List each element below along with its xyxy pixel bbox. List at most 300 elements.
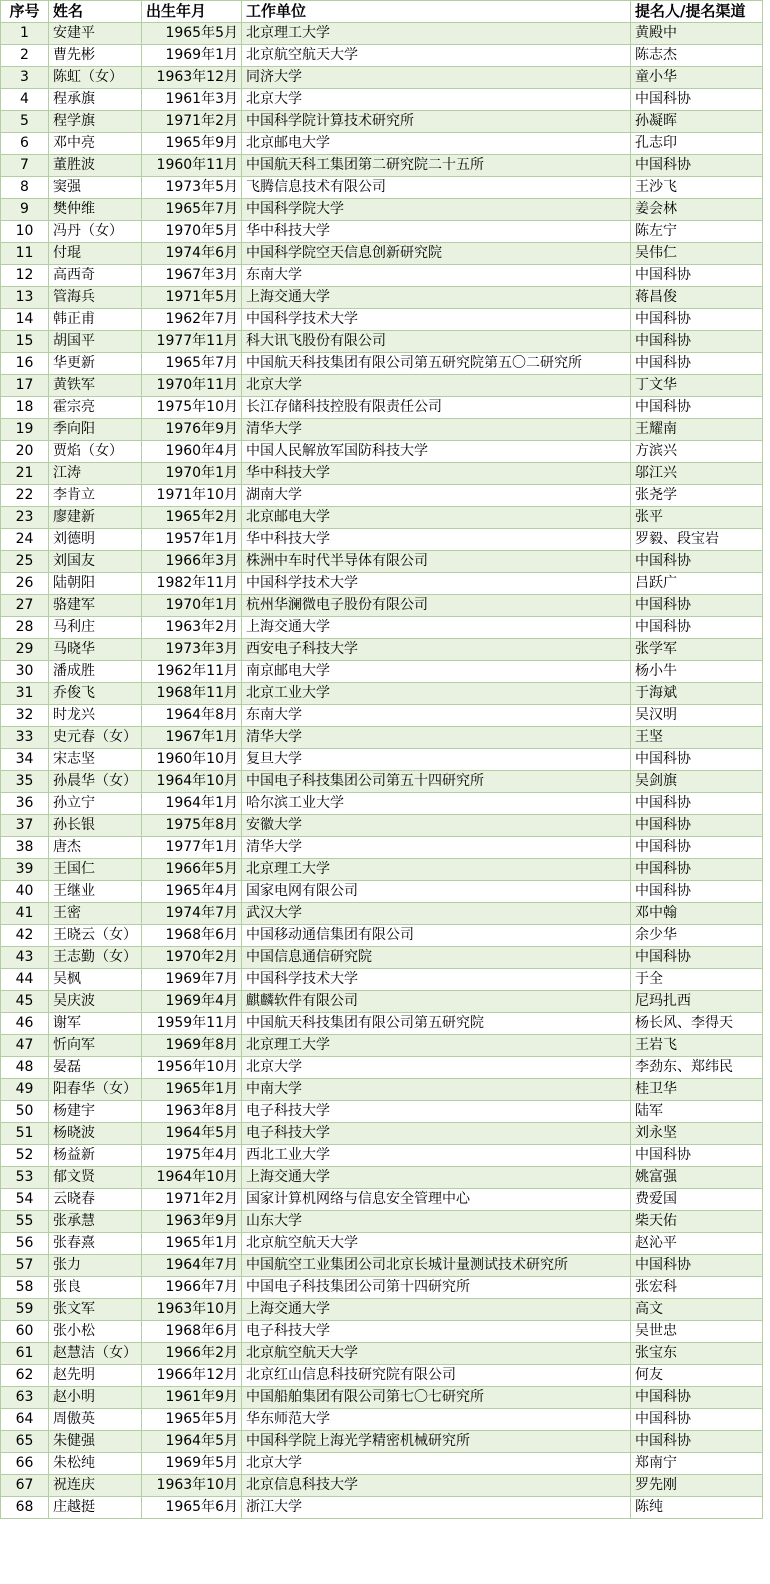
row-work-unit: 中国科学院计算技术研究所 bbox=[242, 111, 631, 133]
row-nominator: 中国科协 bbox=[631, 353, 763, 375]
row-name: 朱松纯 bbox=[49, 1453, 142, 1475]
row-name: 刘德明 bbox=[49, 529, 142, 551]
row-nominator: 中国科协 bbox=[631, 793, 763, 815]
table-row bbox=[1, 1475, 763, 1497]
row-index: 11 bbox=[1, 243, 49, 265]
row-index: 37 bbox=[1, 815, 49, 837]
row-nominator: 吴汉明 bbox=[631, 705, 763, 727]
table-row bbox=[1, 309, 763, 331]
row-index: 20 bbox=[1, 441, 49, 463]
table-row bbox=[1, 705, 763, 727]
row-index: 63 bbox=[1, 1387, 49, 1409]
row-index: 41 bbox=[1, 903, 49, 925]
table-row bbox=[1, 1057, 763, 1079]
row-work-unit: 长江存储科技控股有限责任公司 bbox=[242, 397, 631, 419]
row-birth-date: 1963年8月 bbox=[142, 1101, 242, 1123]
row-work-unit: 中国航天科技集团有限公司第五研究院第五〇二研究所 bbox=[242, 353, 631, 375]
row-work-unit: 北京航空航天大学 bbox=[242, 45, 631, 67]
row-birth-date: 1964年7月 bbox=[142, 1255, 242, 1277]
row-birth-date: 1970年1月 bbox=[142, 463, 242, 485]
row-name: 王继业 bbox=[49, 881, 142, 903]
table-row bbox=[1, 89, 763, 111]
row-nominator: 张宝东 bbox=[631, 1343, 763, 1365]
row-nominator: 高文 bbox=[631, 1299, 763, 1321]
header-nominator: 提名人/提名渠道 bbox=[631, 1, 763, 23]
row-birth-date: 1971年2月 bbox=[142, 111, 242, 133]
row-work-unit: 北京理工大学 bbox=[242, 1035, 631, 1057]
row-nominator: 王耀南 bbox=[631, 419, 763, 441]
table-row bbox=[1, 1211, 763, 1233]
table-row bbox=[1, 925, 763, 947]
row-work-unit: 中国航空工业集团公司北京长城计量测试技术研究所 bbox=[242, 1255, 631, 1277]
table-row bbox=[1, 1035, 763, 1057]
row-birth-date: 1965年7月 bbox=[142, 199, 242, 221]
row-name: 贾焰（女） bbox=[49, 441, 142, 463]
table-row bbox=[1, 1123, 763, 1145]
table-row bbox=[1, 353, 763, 375]
row-nominator: 吴世忠 bbox=[631, 1321, 763, 1343]
table-row bbox=[1, 419, 763, 441]
row-name: 付琨 bbox=[49, 243, 142, 265]
row-birth-date: 1968年6月 bbox=[142, 1321, 242, 1343]
row-nominator: 中国科协 bbox=[631, 89, 763, 111]
row-birth-date: 1970年2月 bbox=[142, 947, 242, 969]
row-name: 王国仁 bbox=[49, 859, 142, 881]
table-row bbox=[1, 529, 763, 551]
row-name: 廖建新 bbox=[49, 507, 142, 529]
table-row bbox=[1, 155, 763, 177]
row-nominator: 吴伟仁 bbox=[631, 243, 763, 265]
row-nominator: 蒋昌俊 bbox=[631, 287, 763, 309]
row-index: 35 bbox=[1, 771, 49, 793]
row-index: 64 bbox=[1, 1409, 49, 1431]
row-work-unit: 华中科技大学 bbox=[242, 529, 631, 551]
row-work-unit: 清华大学 bbox=[242, 419, 631, 441]
table-row bbox=[1, 199, 763, 221]
row-nominator: 丁文华 bbox=[631, 375, 763, 397]
row-nominator: 赵沁平 bbox=[631, 1233, 763, 1255]
row-birth-date: 1969年5月 bbox=[142, 1453, 242, 1475]
row-birth-date: 1962年11月 bbox=[142, 661, 242, 683]
row-work-unit: 北京理工大学 bbox=[242, 23, 631, 45]
row-work-unit: 哈尔滨工业大学 bbox=[242, 793, 631, 815]
row-birth-date: 1974年7月 bbox=[142, 903, 242, 925]
row-work-unit: 中国科学院大学 bbox=[242, 199, 631, 221]
row-birth-date: 1963年9月 bbox=[142, 1211, 242, 1233]
row-index: 27 bbox=[1, 595, 49, 617]
row-name: 朱健强 bbox=[49, 1431, 142, 1453]
row-index: 33 bbox=[1, 727, 49, 749]
header-index: 序号 bbox=[1, 1, 49, 23]
row-nominator: 方滨兴 bbox=[631, 441, 763, 463]
row-index: 48 bbox=[1, 1057, 49, 1079]
row-work-unit: 东南大学 bbox=[242, 705, 631, 727]
row-nominator: 中国科协 bbox=[631, 947, 763, 969]
row-birth-date: 1964年5月 bbox=[142, 1431, 242, 1453]
row-name: 吴枫 bbox=[49, 969, 142, 991]
table-row bbox=[1, 749, 763, 771]
row-index: 3 bbox=[1, 67, 49, 89]
row-work-unit: 中南大学 bbox=[242, 1079, 631, 1101]
row-birth-date: 1970年5月 bbox=[142, 221, 242, 243]
row-index: 58 bbox=[1, 1277, 49, 1299]
row-index: 1 bbox=[1, 23, 49, 45]
row-nominator: 中国科协 bbox=[631, 1431, 763, 1453]
row-index: 68 bbox=[1, 1497, 49, 1519]
table-row bbox=[1, 1101, 763, 1123]
row-index: 46 bbox=[1, 1013, 49, 1035]
row-nominator: 邓中翰 bbox=[631, 903, 763, 925]
row-work-unit: 科大讯飞股份有限公司 bbox=[242, 331, 631, 353]
table-row bbox=[1, 881, 763, 903]
row-work-unit: 中国科学技术大学 bbox=[242, 969, 631, 991]
row-name: 江涛 bbox=[49, 463, 142, 485]
row-nominator: 中国科协 bbox=[631, 1145, 763, 1167]
row-nominator: 桂卫华 bbox=[631, 1079, 763, 1101]
row-work-unit: 中国科学院上海光学精密机械研究所 bbox=[242, 1431, 631, 1453]
table-row bbox=[1, 441, 763, 463]
row-nominator: 中国科协 bbox=[631, 397, 763, 419]
row-birth-date: 1964年10月 bbox=[142, 1167, 242, 1189]
table-row bbox=[1, 793, 763, 815]
row-name: 高西奇 bbox=[49, 265, 142, 287]
table-row bbox=[1, 375, 763, 397]
table-row bbox=[1, 551, 763, 573]
row-name: 史元春（女） bbox=[49, 727, 142, 749]
row-index: 66 bbox=[1, 1453, 49, 1475]
row-name: 张小松 bbox=[49, 1321, 142, 1343]
row-name: 陆朝阳 bbox=[49, 573, 142, 595]
row-name: 张文军 bbox=[49, 1299, 142, 1321]
row-name: 刘国友 bbox=[49, 551, 142, 573]
table-row bbox=[1, 177, 763, 199]
table-row bbox=[1, 287, 763, 309]
table-row bbox=[1, 1387, 763, 1409]
row-nominator: 黄殿中 bbox=[631, 23, 763, 45]
row-name: 阳春华（女） bbox=[49, 1079, 142, 1101]
row-work-unit: 国家计算机网络与信息安全管理中心 bbox=[242, 1189, 631, 1211]
row-nominator: 中国科协 bbox=[631, 309, 763, 331]
row-name: 安建平 bbox=[49, 23, 142, 45]
row-birth-date: 1963年10月 bbox=[142, 1475, 242, 1497]
row-work-unit: 北京航空航天大学 bbox=[242, 1343, 631, 1365]
row-birth-date: 1971年2月 bbox=[142, 1189, 242, 1211]
row-work-unit: 清华大学 bbox=[242, 727, 631, 749]
row-name: 马利庄 bbox=[49, 617, 142, 639]
row-nominator: 陆军 bbox=[631, 1101, 763, 1123]
row-birth-date: 1956年10月 bbox=[142, 1057, 242, 1079]
row-nominator: 费爱国 bbox=[631, 1189, 763, 1211]
row-name: 骆建军 bbox=[49, 595, 142, 617]
row-index: 8 bbox=[1, 177, 49, 199]
row-name: 马晓华 bbox=[49, 639, 142, 661]
row-work-unit: 清华大学 bbox=[242, 837, 631, 859]
row-birth-date: 1964年10月 bbox=[142, 771, 242, 793]
row-index: 67 bbox=[1, 1475, 49, 1497]
row-name: 王密 bbox=[49, 903, 142, 925]
row-index: 17 bbox=[1, 375, 49, 397]
row-nominator: 罗毅、段宝岩 bbox=[631, 529, 763, 551]
row-name: 赵先明 bbox=[49, 1365, 142, 1387]
row-birth-date: 1965年2月 bbox=[142, 507, 242, 529]
row-birth-date: 1976年9月 bbox=[142, 419, 242, 441]
row-index: 40 bbox=[1, 881, 49, 903]
row-work-unit: 电子科技大学 bbox=[242, 1123, 631, 1145]
row-index: 42 bbox=[1, 925, 49, 947]
row-name: 赵慧洁（女） bbox=[49, 1343, 142, 1365]
row-birth-date: 1966年7月 bbox=[142, 1277, 242, 1299]
row-nominator: 罗先刚 bbox=[631, 1475, 763, 1497]
row-birth-date: 1968年11月 bbox=[142, 683, 242, 705]
row-nominator: 杨小牛 bbox=[631, 661, 763, 683]
header-name: 姓名 bbox=[49, 1, 142, 23]
row-work-unit: 南京邮电大学 bbox=[242, 661, 631, 683]
row-nominator: 吴剑旗 bbox=[631, 771, 763, 793]
row-index: 22 bbox=[1, 485, 49, 507]
row-work-unit: 华中科技大学 bbox=[242, 463, 631, 485]
row-nominator: 中国科协 bbox=[631, 155, 763, 177]
row-index: 24 bbox=[1, 529, 49, 551]
table-row bbox=[1, 991, 763, 1013]
row-work-unit: 北京工业大学 bbox=[242, 683, 631, 705]
row-nominator: 陈纯 bbox=[631, 1497, 763, 1519]
table-row bbox=[1, 815, 763, 837]
row-work-unit: 复旦大学 bbox=[242, 749, 631, 771]
table-row bbox=[1, 617, 763, 639]
row-nominator: 中国科协 bbox=[631, 1409, 763, 1431]
row-work-unit: 西北工业大学 bbox=[242, 1145, 631, 1167]
row-index: 60 bbox=[1, 1321, 49, 1343]
table-row bbox=[1, 67, 763, 89]
row-name: 张力 bbox=[49, 1255, 142, 1277]
table-row bbox=[1, 1343, 763, 1365]
table-row bbox=[1, 23, 763, 45]
table-row bbox=[1, 1277, 763, 1299]
row-index: 61 bbox=[1, 1343, 49, 1365]
table-row bbox=[1, 683, 763, 705]
row-index: 47 bbox=[1, 1035, 49, 1057]
row-work-unit: 北京大学 bbox=[242, 1057, 631, 1079]
table-row bbox=[1, 1365, 763, 1387]
row-birth-date: 1963年10月 bbox=[142, 1299, 242, 1321]
row-index: 9 bbox=[1, 199, 49, 221]
row-index: 18 bbox=[1, 397, 49, 419]
row-name: 董胜波 bbox=[49, 155, 142, 177]
row-birth-date: 1966年12月 bbox=[142, 1365, 242, 1387]
table-row bbox=[1, 485, 763, 507]
table-row bbox=[1, 1299, 763, 1321]
row-index: 28 bbox=[1, 617, 49, 639]
row-work-unit: 北京大学 bbox=[242, 89, 631, 111]
table-row bbox=[1, 1233, 763, 1255]
row-index: 29 bbox=[1, 639, 49, 661]
row-birth-date: 1964年1月 bbox=[142, 793, 242, 815]
table-row bbox=[1, 507, 763, 529]
row-name: 华更新 bbox=[49, 353, 142, 375]
row-name: 曹先彬 bbox=[49, 45, 142, 67]
row-nominator: 陈左宁 bbox=[631, 221, 763, 243]
table-row bbox=[1, 1013, 763, 1035]
row-index: 53 bbox=[1, 1167, 49, 1189]
table-row bbox=[1, 595, 763, 617]
row-nominator: 中国科协 bbox=[631, 881, 763, 903]
row-work-unit: 浙江大学 bbox=[242, 1497, 631, 1519]
row-index: 52 bbox=[1, 1145, 49, 1167]
row-name: 杨晓波 bbox=[49, 1123, 142, 1145]
row-work-unit: 中国信息通信研究院 bbox=[242, 947, 631, 969]
table-row bbox=[1, 397, 763, 419]
row-index: 38 bbox=[1, 837, 49, 859]
row-nominator: 刘永坚 bbox=[631, 1123, 763, 1145]
row-index: 13 bbox=[1, 287, 49, 309]
table-row bbox=[1, 969, 763, 991]
table-row bbox=[1, 221, 763, 243]
row-nominator: 中国科协 bbox=[631, 1255, 763, 1277]
row-nominator: 中国科协 bbox=[631, 331, 763, 353]
row-work-unit: 同济大学 bbox=[242, 67, 631, 89]
row-nominator: 中国科协 bbox=[631, 815, 763, 837]
row-birth-date: 1961年9月 bbox=[142, 1387, 242, 1409]
row-work-unit: 中国电子科技集团公司第五十四研究所 bbox=[242, 771, 631, 793]
row-name: 吴庆波 bbox=[49, 991, 142, 1013]
row-index: 65 bbox=[1, 1431, 49, 1453]
row-work-unit: 电子科技大学 bbox=[242, 1101, 631, 1123]
row-work-unit: 湖南大学 bbox=[242, 485, 631, 507]
row-nominator: 于海斌 bbox=[631, 683, 763, 705]
table-row bbox=[1, 1145, 763, 1167]
table-row bbox=[1, 45, 763, 67]
row-birth-date: 1974年6月 bbox=[142, 243, 242, 265]
row-index: 31 bbox=[1, 683, 49, 705]
row-nominator: 中国科协 bbox=[631, 595, 763, 617]
row-name: 潘成胜 bbox=[49, 661, 142, 683]
row-work-unit: 山东大学 bbox=[242, 1211, 631, 1233]
row-name: 王志勤（女） bbox=[49, 947, 142, 969]
row-nominator: 邬江兴 bbox=[631, 463, 763, 485]
row-name: 郁文贤 bbox=[49, 1167, 142, 1189]
table-row bbox=[1, 771, 763, 793]
row-birth-date: 1965年4月 bbox=[142, 881, 242, 903]
row-work-unit: 北京理工大学 bbox=[242, 859, 631, 881]
row-name: 唐杰 bbox=[49, 837, 142, 859]
row-work-unit: 杭州华澜微电子股份有限公司 bbox=[242, 595, 631, 617]
table-row bbox=[1, 1167, 763, 1189]
row-work-unit: 北京邮电大学 bbox=[242, 133, 631, 155]
table-row bbox=[1, 243, 763, 265]
row-work-unit: 中国移动通信集团有限公司 bbox=[242, 925, 631, 947]
row-birth-date: 1965年5月 bbox=[142, 23, 242, 45]
table-row bbox=[1, 1079, 763, 1101]
table-row bbox=[1, 1321, 763, 1343]
row-index: 23 bbox=[1, 507, 49, 529]
table-header-row bbox=[1, 1, 763, 23]
row-work-unit: 中国航天科技集团有限公司第五研究院 bbox=[242, 1013, 631, 1035]
row-work-unit: 北京大学 bbox=[242, 1453, 631, 1475]
row-work-unit: 上海交通大学 bbox=[242, 287, 631, 309]
row-name: 张良 bbox=[49, 1277, 142, 1299]
row-name: 孙立宁 bbox=[49, 793, 142, 815]
row-birth-date: 1975年10月 bbox=[142, 397, 242, 419]
header-birth-date: 出生年月 bbox=[142, 1, 242, 23]
row-nominator: 张宏科 bbox=[631, 1277, 763, 1299]
row-nominator: 王岩飞 bbox=[631, 1035, 763, 1057]
row-index: 5 bbox=[1, 111, 49, 133]
row-birth-date: 1965年7月 bbox=[142, 353, 242, 375]
row-name: 李肯立 bbox=[49, 485, 142, 507]
row-name: 赵小明 bbox=[49, 1387, 142, 1409]
row-name: 冯丹（女） bbox=[49, 221, 142, 243]
table-row bbox=[1, 1255, 763, 1277]
row-nominator: 余少华 bbox=[631, 925, 763, 947]
row-name: 杨益新 bbox=[49, 1145, 142, 1167]
row-work-unit: 华东师范大学 bbox=[242, 1409, 631, 1431]
row-nominator: 童小华 bbox=[631, 67, 763, 89]
table-row bbox=[1, 1497, 763, 1519]
row-nominator: 王坚 bbox=[631, 727, 763, 749]
row-name: 孙晨华（女） bbox=[49, 771, 142, 793]
row-work-unit: 西安电子科技大学 bbox=[242, 639, 631, 661]
row-index: 26 bbox=[1, 573, 49, 595]
row-birth-date: 1982年11月 bbox=[142, 573, 242, 595]
row-nominator: 姜会林 bbox=[631, 199, 763, 221]
row-name: 窦强 bbox=[49, 177, 142, 199]
row-work-unit: 北京邮电大学 bbox=[242, 507, 631, 529]
row-work-unit: 中国科学技术大学 bbox=[242, 573, 631, 595]
row-name: 庄越挺 bbox=[49, 1497, 142, 1519]
row-index: 62 bbox=[1, 1365, 49, 1387]
row-birth-date: 1965年5月 bbox=[142, 1409, 242, 1431]
row-nominator: 中国科协 bbox=[631, 551, 763, 573]
row-name: 黄铁军 bbox=[49, 375, 142, 397]
row-work-unit: 株洲中车时代半导体有限公司 bbox=[242, 551, 631, 573]
row-name: 时龙兴 bbox=[49, 705, 142, 727]
row-birth-date: 1962年7月 bbox=[142, 309, 242, 331]
row-work-unit: 东南大学 bbox=[242, 265, 631, 287]
row-birth-date: 1959年11月 bbox=[142, 1013, 242, 1035]
table-row bbox=[1, 111, 763, 133]
table-row bbox=[1, 727, 763, 749]
row-index: 59 bbox=[1, 1299, 49, 1321]
table-row bbox=[1, 859, 763, 881]
row-nominator: 陈志杰 bbox=[631, 45, 763, 67]
row-birth-date: 1968年6月 bbox=[142, 925, 242, 947]
row-name: 霍宗亮 bbox=[49, 397, 142, 419]
row-work-unit: 北京信息科技大学 bbox=[242, 1475, 631, 1497]
row-nominator: 杨长风、李得天 bbox=[631, 1013, 763, 1035]
row-index: 34 bbox=[1, 749, 49, 771]
table-row bbox=[1, 573, 763, 595]
row-birth-date: 1965年1月 bbox=[142, 1079, 242, 1101]
row-name: 云晓春 bbox=[49, 1189, 142, 1211]
row-index: 57 bbox=[1, 1255, 49, 1277]
row-birth-date: 1969年1月 bbox=[142, 45, 242, 67]
row-index: 45 bbox=[1, 991, 49, 1013]
row-name: 季向阳 bbox=[49, 419, 142, 441]
row-name: 周傲英 bbox=[49, 1409, 142, 1431]
row-index: 4 bbox=[1, 89, 49, 111]
row-name: 张承慧 bbox=[49, 1211, 142, 1233]
row-work-unit: 中国人民解放军国防科技大学 bbox=[242, 441, 631, 463]
row-birth-date: 1961年3月 bbox=[142, 89, 242, 111]
row-index: 32 bbox=[1, 705, 49, 727]
row-index: 56 bbox=[1, 1233, 49, 1255]
row-birth-date: 1966年2月 bbox=[142, 1343, 242, 1365]
row-name: 张春熹 bbox=[49, 1233, 142, 1255]
row-birth-date: 1965年1月 bbox=[142, 1233, 242, 1255]
row-index: 16 bbox=[1, 353, 49, 375]
row-birth-date: 1966年3月 bbox=[142, 551, 242, 573]
row-index: 12 bbox=[1, 265, 49, 287]
